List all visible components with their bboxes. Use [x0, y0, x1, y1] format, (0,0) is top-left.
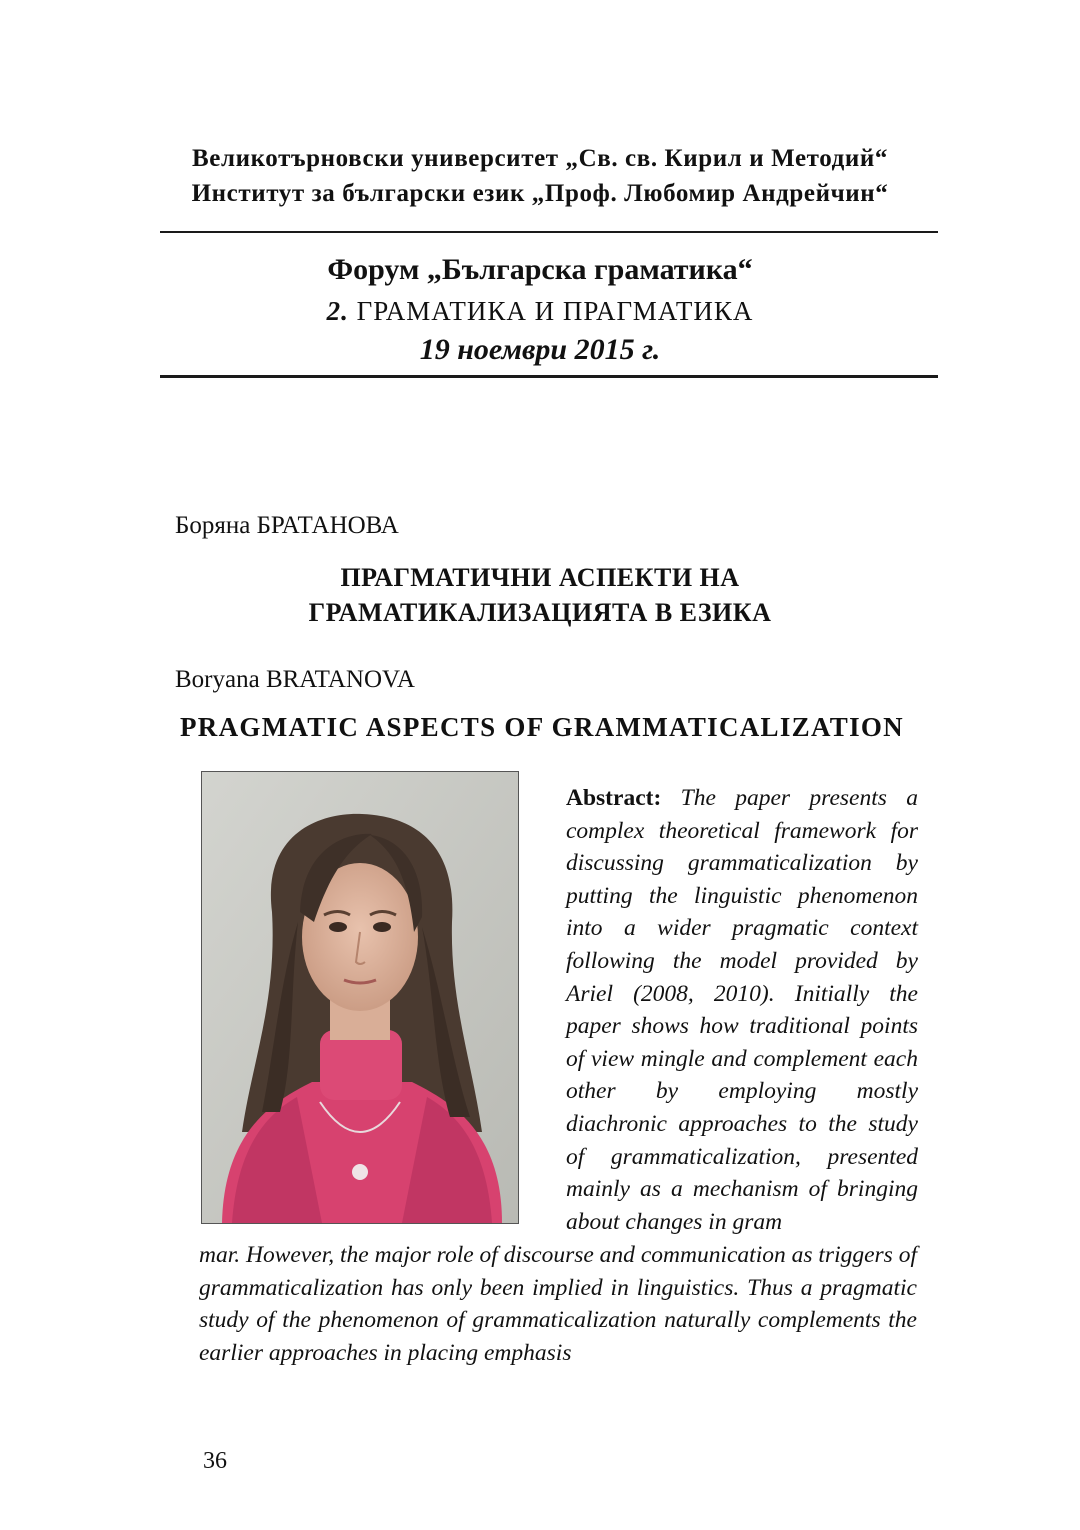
forum-title: Форум „Българска граматика“: [327, 253, 753, 286]
institute-name: Институт за български език „Проф. Любомир Андрейчин“: [191, 180, 889, 207]
author-photo: [201, 771, 519, 1224]
title-bg-line1: ПРАГМАТИЧНИ АСПЕКТИ НА: [340, 563, 740, 592]
author-en: Boryana BRATANOVA: [175, 666, 415, 693]
university-name: Великотърновски университет „Св. св. Кирил и Методий“: [192, 145, 888, 172]
author-bg: Боряна БРАТАНОВА: [175, 512, 399, 539]
abstract-continuation: mar. However, the major role of discourse and communication as triggers of grammaticalization has only been implied in linguistics. Thus a pragmatic study of the phenomenon of grammaticalization naturally complements the earlier approaches in placing emphasis: [199, 1242, 917, 1366]
forum-issue-number: 2.: [326, 296, 349, 326]
abstract-label: Abstract:: [566, 785, 662, 811]
abstract-paragraph: [566, 782, 918, 1238]
title-bg-line2: ГРАМАТИКАЛИЗАЦИЯТА В ЕЗИКА: [308, 598, 772, 627]
forum-date: 19 ноември 2015 г.: [419, 333, 661, 366]
forum-issue-theme: ГРАМАТИКА И ПРАГМАТИКА: [356, 296, 754, 326]
forum-issue: [0, 296, 1080, 327]
header-rule-top: [160, 231, 938, 233]
page-number: 36: [203, 1448, 227, 1474]
title-en: PRAGMATIC ASPECTS OF GRAMMATICALIZATION: [180, 712, 904, 742]
abstract-text: The paper presents a complex theoretical framework for discussing grammaticalization by putting the linguistic phenomenon into a wider pragmatic context following the model provided by Ariel (2008, 2010). Initially the paper shows how traditional points of view mingle and complement each other by employing mostly diachronic approaches to the study of grammaticalization, presented mainly as a mechanism of bringing about changes in gram: [566, 785, 918, 1235]
header-rule-bottom: [160, 375, 938, 378]
